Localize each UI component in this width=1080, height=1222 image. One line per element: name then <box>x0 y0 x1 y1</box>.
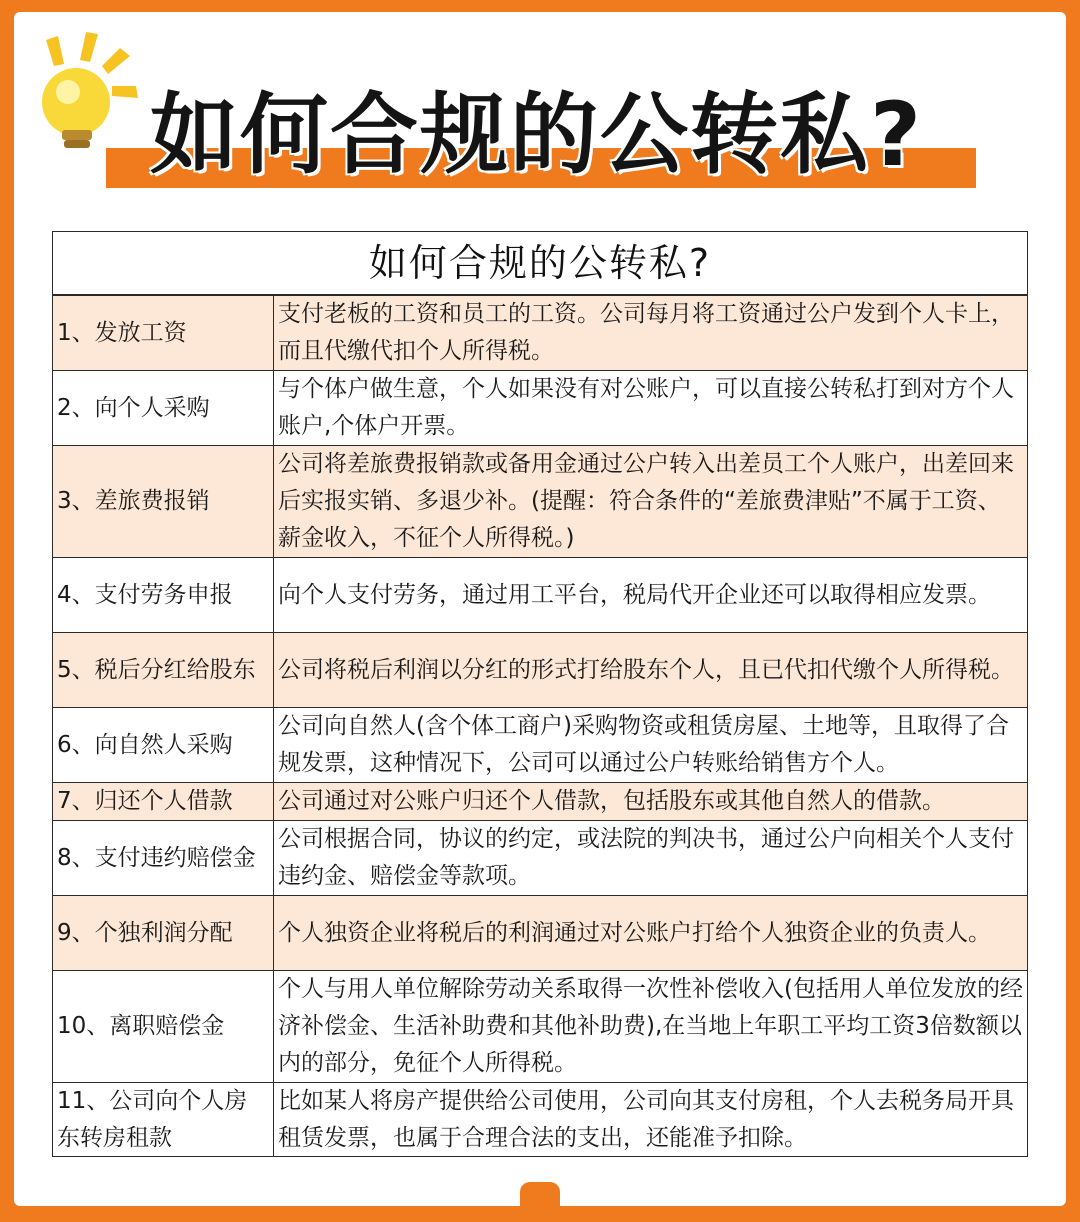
row-label: 10、离职赔偿金 <box>53 971 274 1083</box>
page-headline: 如何合规的公转私? <box>150 83 924 186</box>
table-row <box>53 446 1027 558</box>
table-row <box>53 708 1027 783</box>
row-description: 向个人支付劳务，通过用工平台，税局代开企业还可以取得相应发票。 <box>274 558 1028 633</box>
row-description: 公司将差旅费报销款或备用金通过公户转入出差员工个人账户，出差回来后实报实销、多退少补。(提醒：符合条件的“差旅费津贴”不属于工资、薪金收入，不征个人所得税。) <box>274 446 1028 558</box>
table-row <box>53 971 1027 1083</box>
table-title: 如何合规的公转私? <box>53 232 1027 295</box>
row-label: 2、向个人采购 <box>53 371 274 446</box>
bottom-tab-decoration <box>520 1182 560 1206</box>
table-row <box>53 783 1027 821</box>
row-description: 公司通过对公账户归还个人借款，包括股东或其他自然人的借款。 <box>274 783 1028 821</box>
table-row <box>53 1083 1027 1158</box>
info-table <box>52 231 1028 1157</box>
row-label: 7、归还个人借款 <box>53 783 274 821</box>
row-description: 比如某人将房产提供给公司使用，公司向其支付房租，个人去税务局开具租赁发票，也属于合理合法的支出，还能准予扣除。 <box>274 1083 1028 1158</box>
items-table <box>53 295 1027 1157</box>
table-row <box>53 296 1027 371</box>
row-label: 9、个独利润分配 <box>53 896 274 971</box>
table-row <box>53 821 1027 896</box>
row-label: 4、支付劳务申报 <box>53 558 274 633</box>
row-description: 支付老板的工资和员工的工资。公司每月将工资通过公户发到个人卡上，而且代缴代扣个人所得税。 <box>274 296 1028 371</box>
table-row <box>53 371 1027 446</box>
table-row <box>53 558 1027 633</box>
table-row <box>53 896 1027 971</box>
row-label: 8、支付违约赔偿金 <box>53 821 274 896</box>
row-description: 公司根据合同，协议的约定，或法院的判决书，通过公户向相关个人支付违约金、赔偿金等款项。 <box>274 821 1028 896</box>
lightbulb-icon <box>24 30 154 160</box>
row-description: 与个体户做生意，个人如果没有对公账户，可以直接公转私打到对方个人账户,个体户开票。 <box>274 371 1028 446</box>
row-description: 公司将税后利润以分红的形式打给股东个人，且已代扣代缴个人所得税。 <box>274 633 1028 708</box>
row-label: 1、发放工资 <box>53 296 274 371</box>
row-label: 3、差旅费报销 <box>53 446 274 558</box>
row-label: 5、税后分红给股东 <box>53 633 274 708</box>
table-row <box>53 633 1027 708</box>
row-description: 个人与用人单位解除劳动关系取得一次性补偿收入(包括用人单位发放的经济补偿金、生活补助费和其他补助费),在当地上年职工平均工资3倍数额以内的部分，免征个人所得税。 <box>274 971 1028 1083</box>
row-description: 公司向自然人(含个体工商户)采购物资或租赁房屋、土地等，且取得了合规发票，这种情况下，公司可以通过公户转账给销售方个人。 <box>274 708 1028 783</box>
row-description: 个人独资企业将税后的利润通过对公账户打给个人独资企业的负责人。 <box>274 896 1028 971</box>
row-label: 11、公司向个人房东转房租款 <box>53 1083 274 1158</box>
row-label: 6、向自然人采购 <box>53 708 274 783</box>
